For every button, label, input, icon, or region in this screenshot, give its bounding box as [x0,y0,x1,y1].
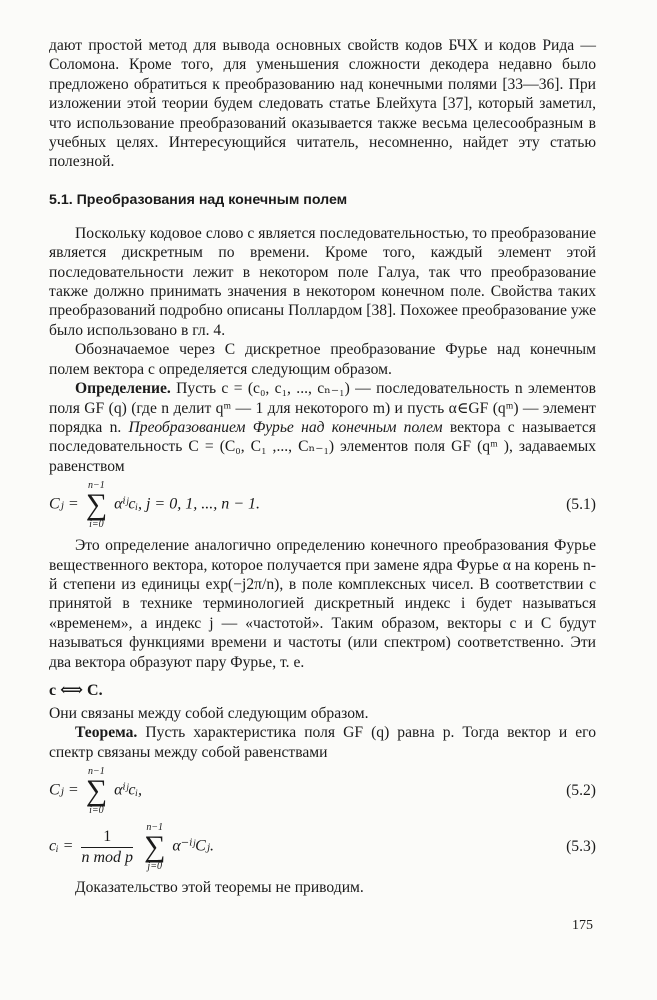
definition-paragraph [49,379,596,476]
theorem-paragraph [49,723,596,762]
equation-5-2 [49,766,596,818]
eq52-number: (5.2) [566,782,596,800]
theorem-label: Теорема. [75,724,138,742]
eq51-sum [86,480,107,530]
eq51-lower-limit: i=0 [89,519,104,531]
eq53-numerator: 1 [81,828,133,848]
definition-term: Преобразованием Фурье над конечным полем [128,418,443,436]
eq53-lower-limit: j=0 [147,861,162,873]
eq53-number: (5.3) [566,838,596,856]
eq53-fraction [81,828,133,867]
page-body [49,36,596,898]
definition-text-b: вектора c называется последовательность C = (C₀, C₁ ,..., Cₙ₋₁) элементов поля GF (qᵐ ), задаваемых равенством [49,418,596,475]
definition-text-a: Пусть c = (c₀, c₁, ..., cₙ₋₁) — последовательность n элементов поля GF (q) (где n делит qᵐ — 1 для некоторого m) и пусть α∈GF (qᵐ) — элемент порядка n. [49,380,597,436]
paragraph-3: Это определение аналогично определению конечного преобразования Фурье вещественного вектора, которое получается при замене ядра Фурье α на корень n-й степени из единицы exp(−j2π/n), в поле комплексных чисел. В соответствии с принятой в технике терминологией дискретный индекс i будет называться «временем», а индекс j — «частотой». Таким образом, векторы c и C будут называться функциями времени и частоты (или спектром) соответственно. Эти два вектора образуют пару Фурье, т. е. [49,537,596,671]
eq52-lhs: Cⱼ = [49,781,79,799]
eq51-sigma: ∑ [85,488,108,522]
equation-5-3 [49,822,596,874]
definition-label: Определение. [75,380,171,398]
eq53-upper-limit: n−1 [146,822,164,834]
eq53-lhs: cᵢ = [49,837,74,855]
eq51-term: αⁱʲcᵢ, j = 0, 1, ..., n − 1. [114,495,261,513]
eq52-upper-limit: n−1 [88,766,105,778]
eq52-lower-limit: i=0 [89,805,104,817]
page-number: 175 [572,918,593,933]
proof-note: Доказательство этой теоремы не приводим. [75,879,364,897]
eq52-term: αⁱʲcᵢ, [114,781,142,799]
eq53-sigma: ∑ [144,830,166,864]
eq53-sum [144,822,165,872]
eq51-number: (5.1) [566,496,596,514]
theorem-text: Пусть характеристика поля GF (q) равна p. Тогда вектор и его спектр связаны между собой равенствами [49,724,596,761]
fourier-pair: c ⟺ C. [49,681,103,699]
section-heading: 5.1. Преобразования над конечным полем [49,191,348,208]
paragraph-2: Обозначаемое через C дискретное преобразование Фурье над конечным полем вектора c определяется следующим образом. [49,341,596,378]
paragraph-4: Они связаны между собой следующим образом. [49,704,369,722]
eq52-sigma: ∑ [85,774,108,808]
eq52-sum [86,766,107,816]
eq51-upper-limit: n−1 [88,480,105,492]
eq53-denominator: n mod p [81,848,133,866]
equation-5-1 [49,480,596,532]
eq53-term: α⁻ⁱʲCⱼ. [172,837,214,855]
intro-paragraph: дают простой метод для вывода основных свойств кодов БЧХ и кодов Рида — Соломона. Кроме того, для уменьшения сложности декодера недавно было предложено обратиться к преобразованию над конечными полями [33—36]. При изложении этой теории будем следовать статье Блейхута [37], который заметил, что использование преобразований оказывается также весьма целесообразным в учебных целях. Интересующийся читатель, несомненно, найдет эту статью полезной. [49,37,596,171]
eq51-lhs: Cⱼ = [49,495,79,513]
paragraph-1: Поскольку кодовое слово c является последовательностью, то преобразование является дискретным по времени. Кроме того, каждый элемент этой последовательности лежит в некотором поле Галуа, так что преобразование также должно принимать значения в некотором конечном поле. Свойства таких преобразований подробно описаны Поллардом [38]. Похожее преобразование уже было использовано в гл. 4. [49,224,596,339]
